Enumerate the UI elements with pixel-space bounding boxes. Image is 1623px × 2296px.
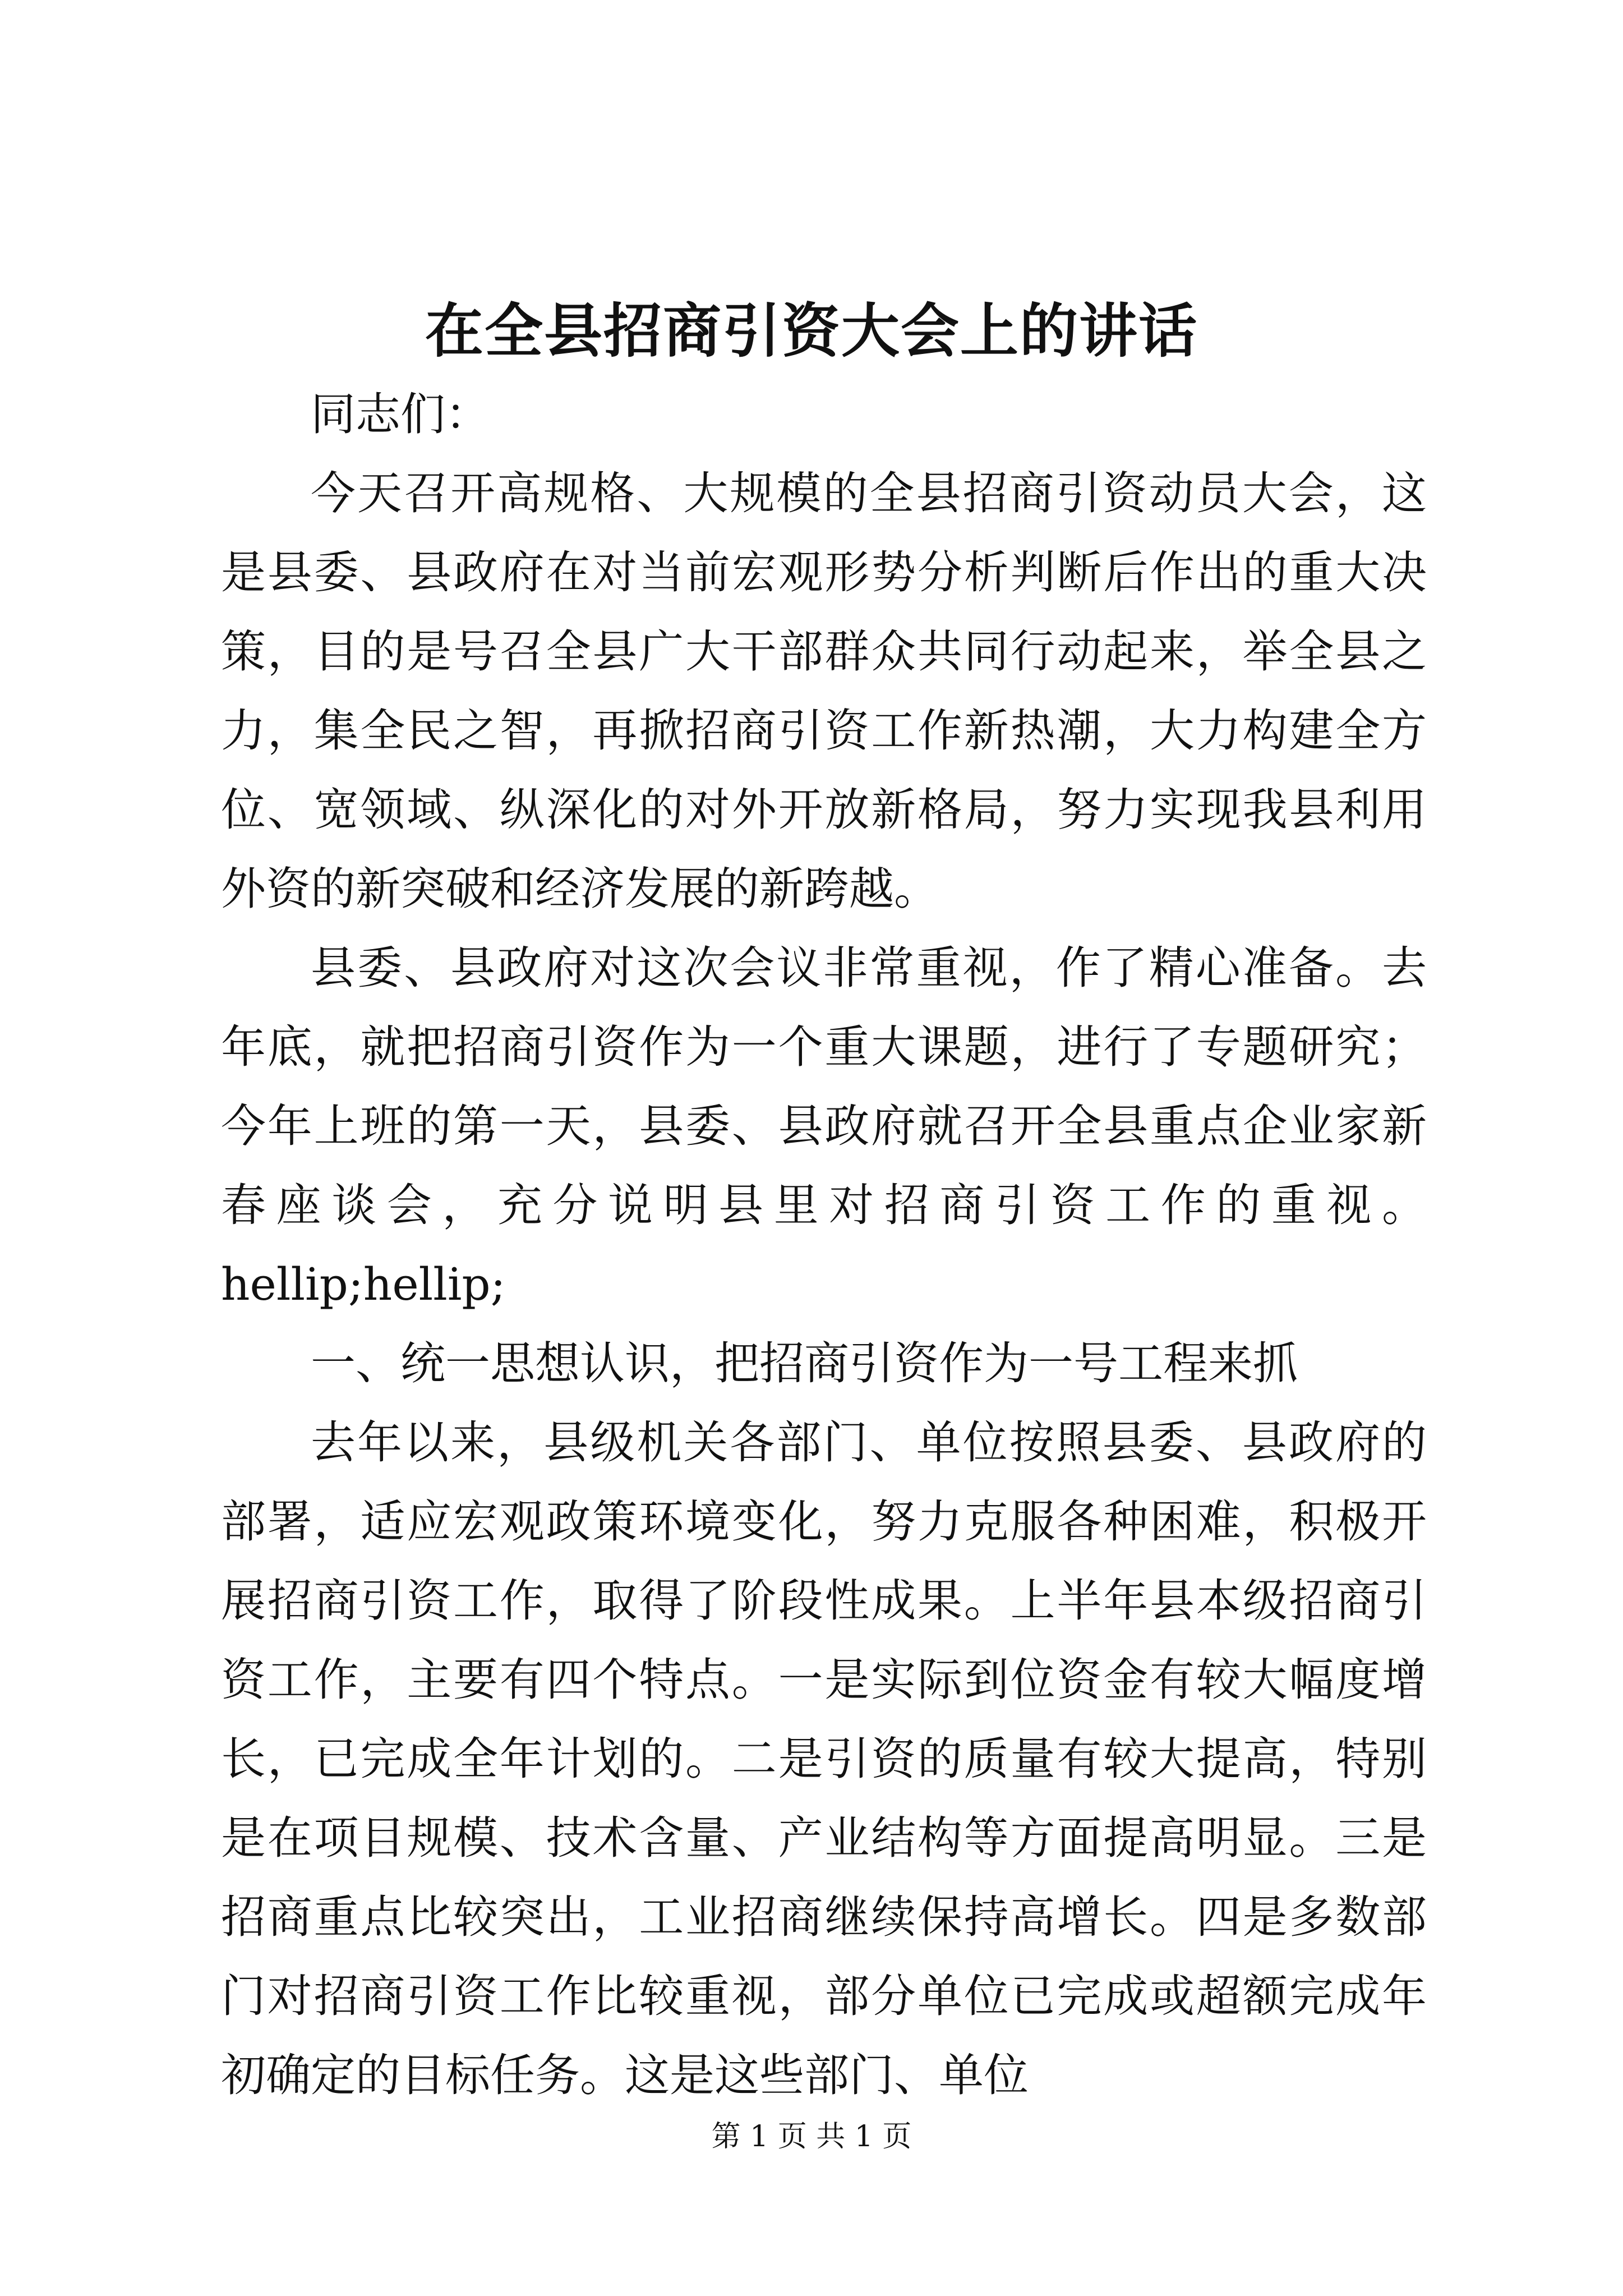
body-paragraph: 去年以来，县级机关各部门、单位按照县委、县政府的部署，适应宏观政策环境变化，努力克服各种困难，积极开展招商引资工作，取得了阶段性成果。上半年县本级招商引资工作，主要有四个特点。一是实际到位资金有较大幅度增长，已完成全年计划的。二是引资的质量有较大提高，特别是在项目规模、技术含量、产业结构等方面提高明显。三是招商重点比较突出，工业招商继续保持高增长。四是多数部门对招商引资工作比较重视，部分单位已完成或超额完成年初确定的目标任务。这是这些部门、单位 bbox=[221, 1416, 1427, 2101]
body-paragraph: 县委、县政府对这次会议非常重视，作了精心准备。去年底，就把招商引资作为一个重大课题，进行了专题研究；今年上班的第一天，县委、县政府就召开全县重点企业家新春座谈会，充分说明县里对招商引资工作的重视。hellip;hellip; bbox=[221, 942, 1427, 1310]
page-footer: 第 1 页 共 1 页 bbox=[711, 2120, 912, 2154]
salutation-paragraph: 同志们： bbox=[311, 388, 490, 440]
body-paragraph: 今天召开高规格、大规模的全县招商引资动员大会，这是县委、县政府在对当前宏观形势分析判断后作出的重大决策，目的是号召全县广大干部群众共同行动起来，举全县之力，集全民之智，再掀招商引资工作新热潮，大力构建全方位、宽领域、纵深化的对外开放新格局，努力实现我县利用外资的新突破和经济发展的新跨越。 bbox=[221, 467, 1427, 915]
document-title: 在全县招商引资大会上的讲话 bbox=[425, 296, 1198, 365]
document-body bbox=[221, 375, 1427, 2115]
section-heading: 一、统一思想认识，把招商引资作为一号工程来抓 bbox=[311, 1337, 1298, 1389]
